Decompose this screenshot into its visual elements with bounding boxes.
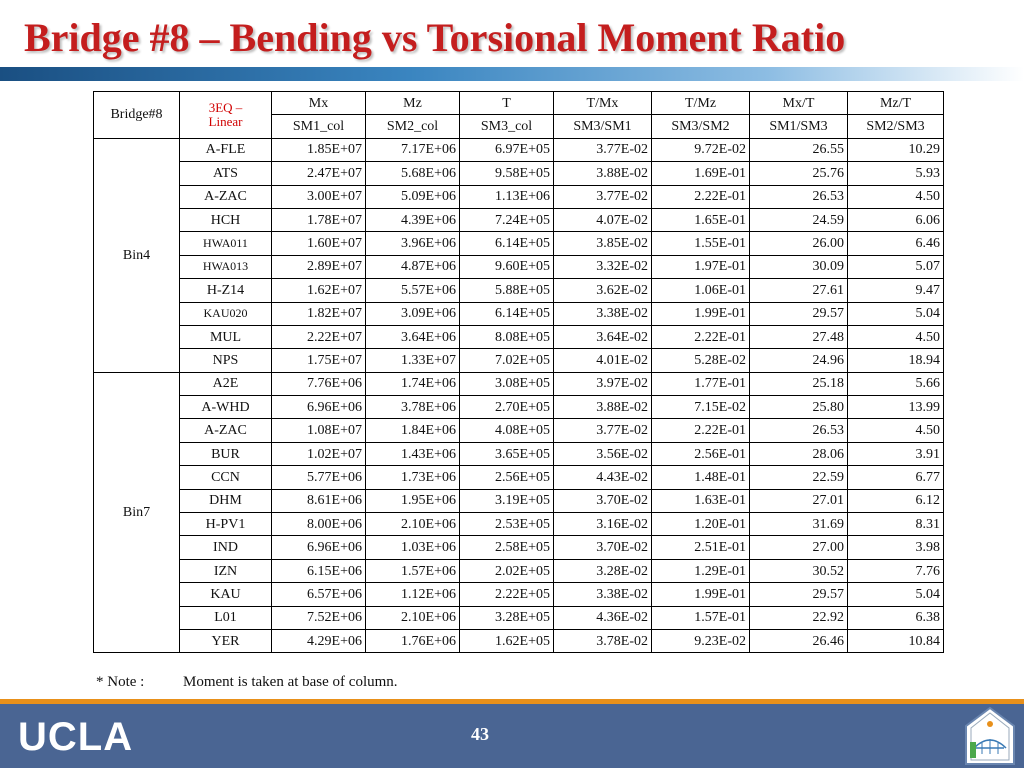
table-row bbox=[94, 232, 944, 255]
value-cell: 4.43E-02 bbox=[554, 466, 652, 489]
title-underline-bar bbox=[0, 67, 1024, 81]
value-cell: 1.20E-01 bbox=[652, 513, 750, 536]
value-cell: 6.96E+06 bbox=[272, 536, 366, 559]
record-name-cell: A-WHD bbox=[180, 396, 272, 419]
value-cell: 1.02E+07 bbox=[272, 442, 366, 465]
col-header-mz-t: Mz/T bbox=[848, 92, 944, 115]
value-cell: 26.53 bbox=[750, 185, 848, 208]
value-cell: 6.97E+05 bbox=[460, 138, 554, 161]
value-cell: 3.97E-02 bbox=[554, 372, 652, 395]
value-cell: 5.77E+06 bbox=[272, 466, 366, 489]
value-cell: 2.22E+07 bbox=[272, 325, 366, 348]
record-name-cell: HWA013 bbox=[180, 255, 272, 278]
table-row bbox=[94, 513, 944, 536]
value-cell: 1.57E+06 bbox=[366, 559, 460, 582]
table-row bbox=[94, 629, 944, 652]
record-name-cell: A2E bbox=[180, 372, 272, 395]
note-label: * Note : bbox=[96, 674, 145, 690]
value-cell: 1.73E+06 bbox=[366, 466, 460, 489]
value-cell: 13.99 bbox=[848, 396, 944, 419]
value-cell: 7.52E+06 bbox=[272, 606, 366, 629]
value-cell: 3.38E-02 bbox=[554, 302, 652, 325]
page-number: 43 bbox=[471, 724, 489, 744]
footnote bbox=[96, 674, 398, 691]
value-cell: 2.22E-01 bbox=[652, 419, 750, 442]
value-cell: 26.46 bbox=[750, 629, 848, 652]
value-cell: 2.10E+06 bbox=[366, 513, 460, 536]
value-cell: 1.84E+06 bbox=[366, 419, 460, 442]
record-name-cell: H-PV1 bbox=[180, 513, 272, 536]
table-row bbox=[94, 185, 944, 208]
col-header-t-mx: T/Mx bbox=[554, 92, 652, 115]
value-cell: 3.91 bbox=[848, 442, 944, 465]
value-cell: 1.08E+07 bbox=[272, 419, 366, 442]
value-cell: 5.93 bbox=[848, 162, 944, 185]
note-text: Moment is taken at base of column. bbox=[183, 674, 398, 690]
corner-header: Bridge#8 bbox=[94, 92, 180, 139]
value-cell: 4.50 bbox=[848, 419, 944, 442]
slide-title: Bridge #8 – Bending vs Torsional Moment Ratio bbox=[24, 15, 846, 60]
value-cell: 26.53 bbox=[750, 419, 848, 442]
value-cell: 6.15E+06 bbox=[272, 559, 366, 582]
value-cell: 27.61 bbox=[750, 279, 848, 302]
moment-ratio-table bbox=[93, 91, 944, 653]
value-cell: 1.78E+07 bbox=[272, 208, 366, 231]
value-cell: 1.06E-01 bbox=[652, 279, 750, 302]
col-header-mx-t: Mx/T bbox=[750, 92, 848, 115]
value-cell: 6.14E+05 bbox=[460, 302, 554, 325]
value-cell: 9.23E-02 bbox=[652, 629, 750, 652]
value-cell: 3.09E+06 bbox=[366, 302, 460, 325]
value-cell: 10.84 bbox=[848, 629, 944, 652]
value-cell: 3.16E-02 bbox=[554, 513, 652, 536]
value-cell: 2.89E+07 bbox=[272, 255, 366, 278]
value-cell: 25.76 bbox=[750, 162, 848, 185]
value-cell: 5.68E+06 bbox=[366, 162, 460, 185]
value-cell: 2.10E+06 bbox=[366, 606, 460, 629]
value-cell: 1.97E-01 bbox=[652, 255, 750, 278]
table-row bbox=[94, 559, 944, 582]
value-cell: 5.66 bbox=[848, 372, 944, 395]
value-cell: 22.92 bbox=[750, 606, 848, 629]
record-name-cell: KAU020 bbox=[180, 302, 272, 325]
value-cell: 2.22E+05 bbox=[460, 583, 554, 606]
table-row bbox=[94, 162, 944, 185]
value-cell: 25.18 bbox=[750, 372, 848, 395]
value-cell: 1.48E-01 bbox=[652, 466, 750, 489]
table-row bbox=[94, 396, 944, 419]
value-cell: 1.62E+05 bbox=[460, 629, 554, 652]
record-name-cell: L01 bbox=[180, 606, 272, 629]
value-cell: 5.28E-02 bbox=[652, 349, 750, 372]
value-cell: 1.60E+07 bbox=[272, 232, 366, 255]
value-cell: 1.75E+07 bbox=[272, 349, 366, 372]
value-cell: 3.56E-02 bbox=[554, 442, 652, 465]
value-cell: 1.57E-01 bbox=[652, 606, 750, 629]
table-row bbox=[94, 372, 944, 395]
group-label: Bin7 bbox=[94, 372, 180, 653]
value-cell: 3.88E-02 bbox=[554, 396, 652, 419]
record-name-cell: DHM bbox=[180, 489, 272, 512]
value-cell: 2.53E+05 bbox=[460, 513, 554, 536]
value-cell: 3.00E+07 bbox=[272, 185, 366, 208]
value-cell: 4.87E+06 bbox=[366, 255, 460, 278]
record-name-cell: KAU bbox=[180, 583, 272, 606]
value-cell: 9.58E+05 bbox=[460, 162, 554, 185]
group-label: Bin4 bbox=[94, 138, 180, 372]
value-cell: 3.70E-02 bbox=[554, 489, 652, 512]
value-cell: 1.82E+07 bbox=[272, 302, 366, 325]
value-cell: 18.94 bbox=[848, 349, 944, 372]
value-cell: 8.31 bbox=[848, 513, 944, 536]
value-cell: 1.99E-01 bbox=[652, 302, 750, 325]
value-cell: 3.28E-02 bbox=[554, 559, 652, 582]
value-cell: 1.95E+06 bbox=[366, 489, 460, 512]
value-cell: 3.64E+06 bbox=[366, 325, 460, 348]
value-cell: 2.70E+05 bbox=[460, 396, 554, 419]
value-cell: 3.77E-02 bbox=[554, 138, 652, 161]
value-cell: 1.62E+07 bbox=[272, 279, 366, 302]
value-cell: 1.65E-01 bbox=[652, 208, 750, 231]
value-cell: 1.13E+06 bbox=[460, 185, 554, 208]
value-cell: 29.57 bbox=[750, 583, 848, 606]
record-name-cell: A-ZAC bbox=[180, 419, 272, 442]
value-cell: 7.17E+06 bbox=[366, 138, 460, 161]
value-cell: 5.88E+05 bbox=[460, 279, 554, 302]
value-cell: 3.32E-02 bbox=[554, 255, 652, 278]
table-body bbox=[94, 92, 944, 653]
record-name-cell: HWA011 bbox=[180, 232, 272, 255]
value-cell: 7.76E+06 bbox=[272, 372, 366, 395]
value-cell: 10.29 bbox=[848, 138, 944, 161]
value-cell: 8.08E+05 bbox=[460, 325, 554, 348]
value-cell: 7.76 bbox=[848, 559, 944, 582]
value-cell: 3.78E+06 bbox=[366, 396, 460, 419]
value-cell: 3.96E+06 bbox=[366, 232, 460, 255]
value-cell: 3.77E-02 bbox=[554, 419, 652, 442]
col-subheader-sm1-sm3: SM1/SM3 bbox=[750, 115, 848, 138]
value-cell: 5.07 bbox=[848, 255, 944, 278]
value-cell: 3.77E-02 bbox=[554, 185, 652, 208]
value-cell: 4.39E+06 bbox=[366, 208, 460, 231]
value-cell: 1.63E-01 bbox=[652, 489, 750, 512]
value-cell: 7.24E+05 bbox=[460, 208, 554, 231]
value-cell: 4.50 bbox=[848, 185, 944, 208]
value-cell: 3.28E+05 bbox=[460, 606, 554, 629]
record-name-cell: A-ZAC bbox=[180, 185, 272, 208]
value-cell: 26.55 bbox=[750, 138, 848, 161]
slide-footer bbox=[0, 704, 1024, 768]
value-cell: 9.60E+05 bbox=[460, 255, 554, 278]
ucla-logo: UCLA bbox=[18, 715, 134, 759]
table-row bbox=[94, 349, 944, 372]
table-row bbox=[94, 302, 944, 325]
col-subheader-sm2-sm3: SM2/SM3 bbox=[848, 115, 944, 138]
value-cell: 3.65E+05 bbox=[460, 442, 554, 465]
value-cell: 30.09 bbox=[750, 255, 848, 278]
table-row bbox=[94, 606, 944, 629]
value-cell: 5.04 bbox=[848, 302, 944, 325]
col-header-t-mz: T/Mz bbox=[652, 92, 750, 115]
value-cell: 24.96 bbox=[750, 349, 848, 372]
value-cell: 6.12 bbox=[848, 489, 944, 512]
value-cell: 3.64E-02 bbox=[554, 325, 652, 348]
value-cell: 4.01E-02 bbox=[554, 349, 652, 372]
value-cell: 7.02E+05 bbox=[460, 349, 554, 372]
value-cell: 30.52 bbox=[750, 559, 848, 582]
col-subheader-sm3-sm1: SM3/SM1 bbox=[554, 115, 652, 138]
value-cell: 6.06 bbox=[848, 208, 944, 231]
value-cell: 1.43E+06 bbox=[366, 442, 460, 465]
record-name-cell: A-FLE bbox=[180, 138, 272, 161]
table-row bbox=[94, 419, 944, 442]
value-cell: 6.57E+06 bbox=[272, 583, 366, 606]
value-cell: 6.38 bbox=[848, 606, 944, 629]
nees-badge-icon bbox=[952, 704, 1024, 772]
value-cell: 3.85E-02 bbox=[554, 232, 652, 255]
value-cell: 5.04 bbox=[848, 583, 944, 606]
table-row bbox=[94, 279, 944, 302]
table-row bbox=[94, 208, 944, 231]
table-row bbox=[94, 466, 944, 489]
col-header-t: T bbox=[460, 92, 554, 115]
value-cell: 6.46 bbox=[848, 232, 944, 255]
table-row bbox=[94, 138, 944, 161]
value-cell: 31.69 bbox=[750, 513, 848, 536]
table-row bbox=[94, 583, 944, 606]
value-cell: 4.29E+06 bbox=[272, 629, 366, 652]
value-cell: 6.77 bbox=[848, 466, 944, 489]
value-cell: 1.77E-01 bbox=[652, 372, 750, 395]
value-cell: 4.36E-02 bbox=[554, 606, 652, 629]
value-cell: 3.38E-02 bbox=[554, 583, 652, 606]
value-cell: 1.99E-01 bbox=[652, 583, 750, 606]
record-name-cell: BUR bbox=[180, 442, 272, 465]
value-cell: 1.33E+07 bbox=[366, 349, 460, 372]
value-cell: 8.00E+06 bbox=[272, 513, 366, 536]
table-row bbox=[94, 442, 944, 465]
value-cell: 9.47 bbox=[848, 279, 944, 302]
value-cell: 7.15E-02 bbox=[652, 396, 750, 419]
value-cell: 2.47E+07 bbox=[272, 162, 366, 185]
table-row bbox=[94, 536, 944, 559]
record-name-cell: NPS bbox=[180, 349, 272, 372]
record-name-cell: CCN bbox=[180, 466, 272, 489]
method-header bbox=[180, 92, 272, 139]
value-cell: 2.56E+05 bbox=[460, 466, 554, 489]
value-cell: 6.96E+06 bbox=[272, 396, 366, 419]
value-cell: 29.57 bbox=[750, 302, 848, 325]
record-name-cell: ATS bbox=[180, 162, 272, 185]
value-cell: 1.29E-01 bbox=[652, 559, 750, 582]
value-cell: 3.62E-02 bbox=[554, 279, 652, 302]
value-cell: 5.57E+06 bbox=[366, 279, 460, 302]
value-cell: 27.48 bbox=[750, 325, 848, 348]
col-subheader-sm2-col: SM2_col bbox=[366, 115, 460, 138]
col-subheader-sm1-col: SM1_col bbox=[272, 115, 366, 138]
record-name-cell: MUL bbox=[180, 325, 272, 348]
col-header-mx: Mx bbox=[272, 92, 366, 115]
value-cell: 25.80 bbox=[750, 396, 848, 419]
value-cell: 2.22E-01 bbox=[652, 325, 750, 348]
record-name-cell: IND bbox=[180, 536, 272, 559]
header-row-top bbox=[94, 92, 944, 115]
value-cell: 1.74E+06 bbox=[366, 372, 460, 395]
value-cell: 22.59 bbox=[750, 466, 848, 489]
col-subheader-sm3-sm2: SM3/SM2 bbox=[652, 115, 750, 138]
value-cell: 8.61E+06 bbox=[272, 489, 366, 512]
value-cell: 5.09E+06 bbox=[366, 185, 460, 208]
value-cell: 1.85E+07 bbox=[272, 138, 366, 161]
value-cell: 1.76E+06 bbox=[366, 629, 460, 652]
value-cell: 28.06 bbox=[750, 442, 848, 465]
value-cell: 3.98 bbox=[848, 536, 944, 559]
value-cell: 27.00 bbox=[750, 536, 848, 559]
record-name-cell: YER bbox=[180, 629, 272, 652]
value-cell: 3.19E+05 bbox=[460, 489, 554, 512]
value-cell: 1.03E+06 bbox=[366, 536, 460, 559]
value-cell: 2.02E+05 bbox=[460, 559, 554, 582]
col-header-mz: Mz bbox=[366, 92, 460, 115]
value-cell: 1.69E-01 bbox=[652, 162, 750, 185]
value-cell: 3.08E+05 bbox=[460, 372, 554, 395]
table-row bbox=[94, 489, 944, 512]
value-cell: 1.12E+06 bbox=[366, 583, 460, 606]
value-cell: 2.58E+05 bbox=[460, 536, 554, 559]
value-cell: 3.88E-02 bbox=[554, 162, 652, 185]
record-name-cell: HCH bbox=[180, 208, 272, 231]
value-cell: 26.00 bbox=[750, 232, 848, 255]
value-cell: 6.14E+05 bbox=[460, 232, 554, 255]
value-cell: 9.72E-02 bbox=[652, 138, 750, 161]
record-name-cell: H-Z14 bbox=[180, 279, 272, 302]
value-cell: 2.22E-01 bbox=[652, 185, 750, 208]
value-cell: 3.70E-02 bbox=[554, 536, 652, 559]
method-label: 3EQ – Linear bbox=[208, 99, 243, 129]
value-cell: 4.08E+05 bbox=[460, 419, 554, 442]
value-cell: 1.55E-01 bbox=[652, 232, 750, 255]
value-cell: 24.59 bbox=[750, 208, 848, 231]
col-subheader-sm3-col: SM3_col bbox=[460, 115, 554, 138]
value-cell: 4.50 bbox=[848, 325, 944, 348]
value-cell: 2.56E-01 bbox=[652, 442, 750, 465]
value-cell: 2.51E-01 bbox=[652, 536, 750, 559]
value-cell: 4.07E-02 bbox=[554, 208, 652, 231]
table-row bbox=[94, 255, 944, 278]
record-name-cell: IZN bbox=[180, 559, 272, 582]
table-row bbox=[94, 325, 944, 348]
value-cell: 27.01 bbox=[750, 489, 848, 512]
value-cell: 3.78E-02 bbox=[554, 629, 652, 652]
